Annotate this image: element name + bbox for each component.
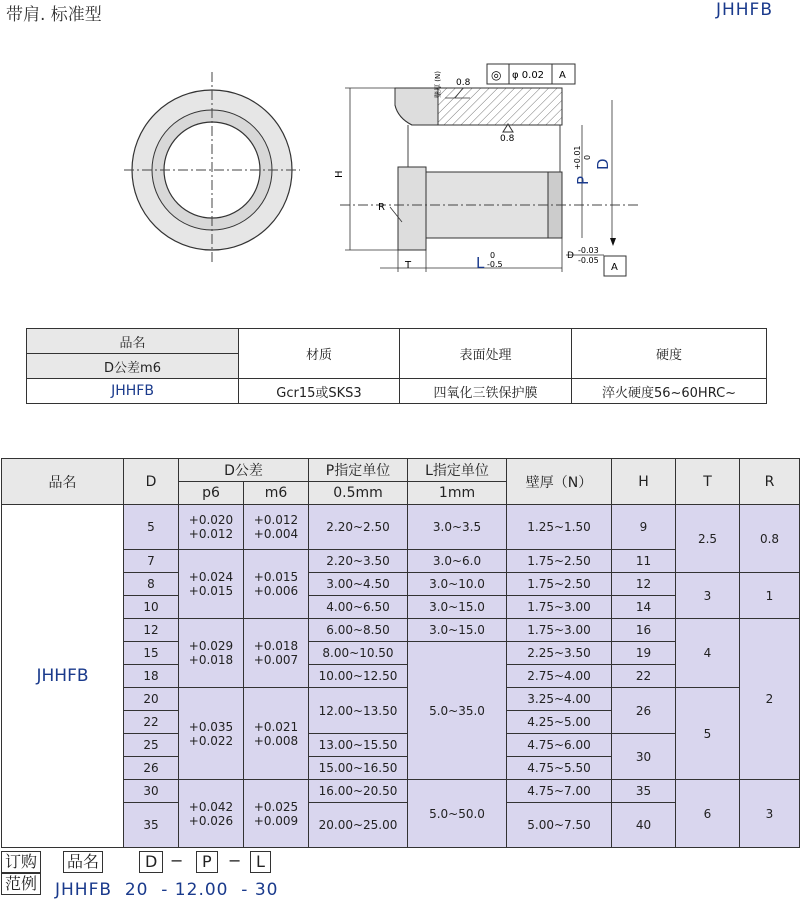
order-name-box: 品名 (63, 851, 103, 873)
svg-text:T: T (405, 260, 412, 271)
svg-text:0.8: 0.8 (500, 134, 515, 144)
svg-text:L: L (476, 254, 485, 272)
order-label-2: 范例 (1, 873, 41, 895)
spec-table: 品名 材质 表面处理 硬度 D公差m6 JHHFB Gcr15或SKS3 四氧化三铁保护膜 淬火硬度56~60HRC~ (26, 328, 767, 404)
svg-text:D: D (567, 251, 574, 261)
svg-text:壁厚 (N): 壁厚 (N) (434, 71, 442, 98)
page-title: 带肩. 标准型 (6, 5, 102, 25)
svg-text:H: H (334, 170, 345, 178)
product-code: JHHFB (715, 0, 773, 20)
svg-text:D: D (594, 158, 612, 170)
order-dash-2: − (228, 851, 242, 870)
svg-text:◎: ◎ (491, 68, 502, 82)
svg-text:φ 0.02: φ 0.02 (512, 70, 545, 81)
svg-text:A: A (559, 70, 566, 81)
svg-text:P: P (574, 175, 592, 185)
front-view (124, 72, 300, 265)
svg-text:0: 0 (583, 154, 592, 160)
svg-text:-0.05: -0.05 (578, 256, 599, 265)
dimension-table: 品名 D D公差 P指定单位 L指定单位 壁厚（N） H T R p6 m6 0.5mm 1mm JHHFB 5 +0.020 +0.012 +0.012 +0.004 2.20~2.50 3.0~3.5 1.25~1.50 9 2.5 0.8 7 +0.024 +0.015 +0.015 +0.006 2.20~3.50 3.0~6.0 1.75~2.50 11 8 3.00~4.50 3.0~10.0 1.75~2.50 12 3 1 10 4.00~6.50 3.0~15.0 1.75~3.00 14 12 +0.029 +0.018 +0.018 +0.007 6.00~8.50 3.0~15.0 1.75~3.00 16 4 2 15 8.00~10.50 5.0~35.0 2.25~3.50 19 18 10.00~12.50 2.75~4.00 22 20 +0.035 +0.022 +0.021 +0.008 12.00~13.50 3.25~4.00 26 5 22 4.25~5.00 25 13.00~15.50 4.75~6.00 30 26 15.00~16.50 4.75~5.50 30 +0.042 +0.026 +0.025 +0.009 16.00~20.50 5.0~50.0 4.75~7.00 35 6 3 35 20.00~25.00 5.00~7.50 40 (1, 458, 800, 848)
svg-text:+0.01: +0.01 (573, 145, 582, 170)
order-P-box: P (196, 851, 218, 873)
svg-text:0.8: 0.8 (456, 78, 471, 88)
svg-text:R: R (378, 202, 385, 213)
order-label-1: 订购 (1, 851, 41, 873)
order-example: JHHFB 20 - 12.00 - 30 (55, 880, 279, 900)
svg-text:-0.03: -0.03 (578, 246, 599, 255)
svg-text:0: 0 (490, 251, 496, 260)
order-L-box: L (250, 851, 271, 873)
svg-text:-0.5: -0.5 (487, 260, 503, 269)
order-D-box: D (139, 851, 163, 873)
technical-drawing (0, 0, 801, 300)
order-dash-1: − (170, 851, 184, 870)
svg-text:A: A (611, 262, 618, 273)
